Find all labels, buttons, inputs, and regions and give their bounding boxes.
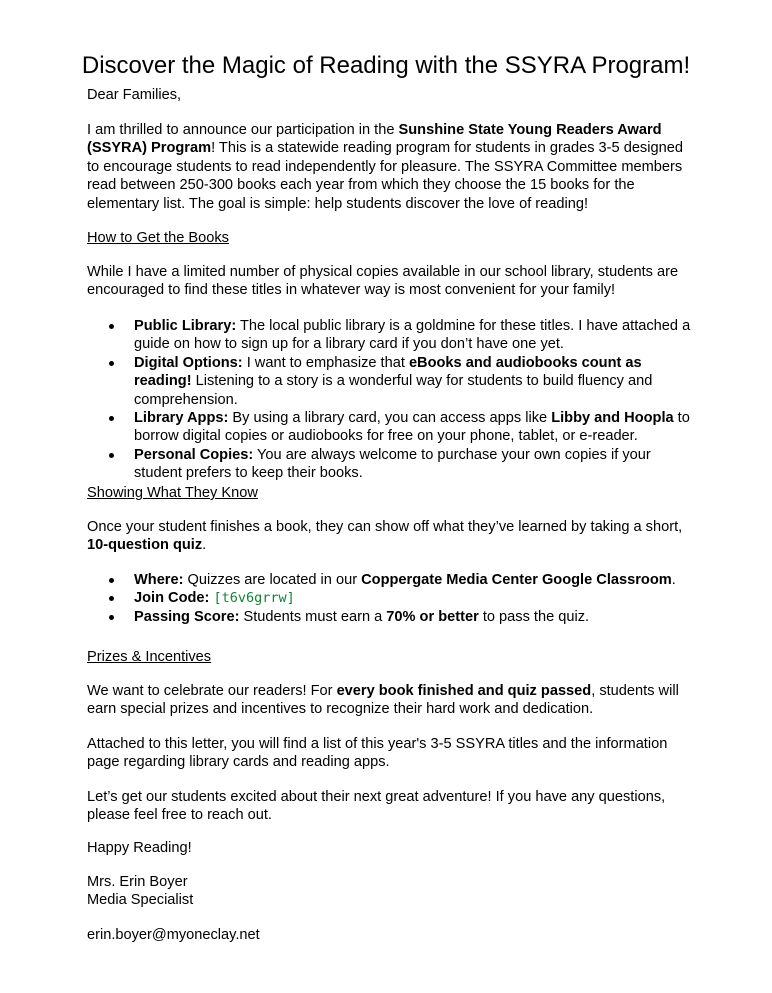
bullet-icon — [109, 453, 114, 458]
bullet-icon — [109, 416, 114, 421]
join-code: [t6v6grrw] — [213, 590, 295, 607]
quiz-paragraph: Once your student finishes a book, they can show off what they’ve learned by taking a short, 10-question quiz. — [87, 519, 683, 554]
list-item-digital-options: Digital Options: I want to emphasize that eBooks and audiobooks count as reading! Listening to a story is a wonderful way for students to build fluency and comprehension. — [87, 354, 697, 409]
list-item-public-library: Public Library: The local public library is a goldmine for these titles. I have attached a guide on how to sign up for a library card if you don’t have one yet. — [87, 317, 697, 354]
signature-name: Mrs. Erin Boyer — [87, 874, 188, 890]
list-item-join-code: Join Code: [t6v6grrw] — [87, 589, 697, 607]
closing-paragraph: Let’s get our students excited about their next great adventure! If you have any questions, please feel free to reach out. — [87, 789, 666, 824]
quiz-list — [87, 571, 697, 626]
bullet-icon — [109, 324, 114, 329]
section-heading-prizes: Prizes & Incentives — [87, 649, 212, 665]
section-heading-showing: Showing What They Know — [87, 485, 258, 501]
greeting: Dear Families, — [87, 87, 182, 103]
page-title: Discover the Magic of Reading with the SSYRA Program! — [81, 52, 691, 80]
list-item-personal-copies: Personal Copies: You are always welcome to purchase your own copies if your student prefers to keep their books. — [87, 446, 697, 483]
signature-role: Media Specialist — [87, 892, 194, 908]
bullet-icon — [109, 578, 114, 583]
prizes-paragraph: We want to celebrate our readers! For every book finished and quiz passed, students will earn special prizes and incentives to recognize their hard work and dedication. — [87, 683, 679, 718]
signoff: Happy Reading! — [87, 840, 192, 856]
bullet-icon — [109, 596, 114, 601]
get-books-list — [87, 317, 697, 483]
get-books-paragraph: While I have a limited number of physical copies available in our school library, students are encouraged to find these titles in whatever way is most convenient for your family! — [87, 264, 679, 299]
bullet-icon — [109, 361, 114, 366]
section-heading-get-books: How to Get the Books — [87, 230, 229, 246]
bullet-icon — [109, 615, 114, 620]
intro-paragraph: I am thrilled to announce our participation in the Sunshine State Young Readers Award (SSYRA) Program! This is a statewide reading program for students in grades 3-5 designed to encourage students to read independently for pleasure. The SSYRA Committee members read between 250-300 books each year from which they choose the 15 books for the elementary list. The goal is simple: help students discover the love of reading! — [87, 122, 683, 212]
list-item-library-apps: Library Apps: By using a library card, you can access apps like Libby and Hoopla to borrow digital copies or audiobooks for free on your phone, tablet, or e-reader. — [87, 409, 697, 446]
list-item-where: Where: Quizzes are located in our Coppergate Media Center Google Classroom. — [87, 571, 697, 589]
signature-email[interactable]: erin.boyer@myoneclay.net — [87, 927, 260, 943]
list-item-passing-score: Passing Score: Students must earn a 70% or better to pass the quiz. — [87, 608, 697, 626]
attached-paragraph: Attached to this letter, you will find a list of this year's 3-5 SSYRA titles and the information page regarding library cards and reading apps. — [87, 736, 668, 771]
